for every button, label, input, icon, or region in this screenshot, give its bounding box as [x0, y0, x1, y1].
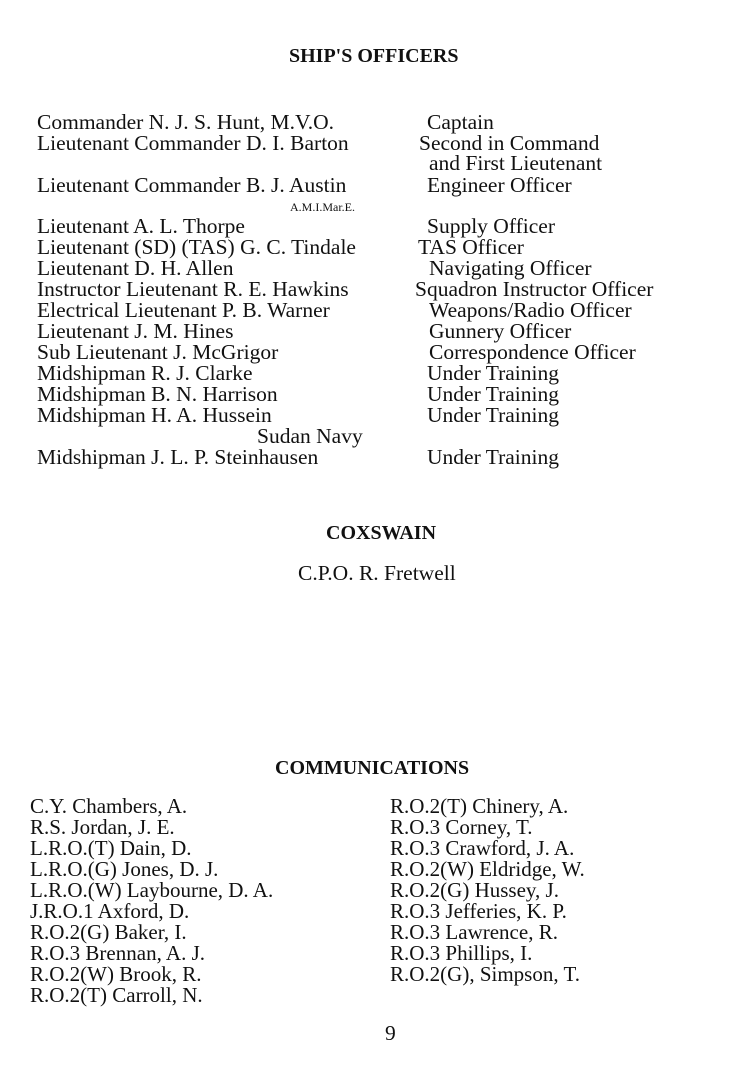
officer-name: Midshipman B. N. Harrison — [37, 382, 278, 406]
officer-role: Correspondence Officer — [429, 340, 636, 364]
officer-role: Supply Officer — [427, 214, 555, 238]
crew-member: R.O.3 Phillips, I. — [390, 941, 533, 965]
officer-role: Second in Command — [419, 131, 600, 155]
officer-name: Midshipman H. A. Hussein — [37, 403, 272, 427]
crew-member: L.R.O.(W) Laybourne, D. A. — [30, 878, 274, 902]
crew-member: R.O.2(W) Eldridge, W. — [390, 857, 585, 881]
officer-name: Instructor Lieutenant R. E. Hawkins — [37, 277, 349, 301]
officer-role-continuation: and First Lieutenant — [429, 151, 603, 175]
officer-name: Lieutenant Commander D. I. Barton — [37, 131, 349, 155]
officer-name: Sub Lieutenant J. McGrigor — [37, 340, 279, 364]
officer-name: Lieutenant J. M. Hines — [37, 319, 234, 343]
crew-member: R.O.3 Crawford, J. A. — [390, 836, 575, 860]
crew-member: R.O.2(W) Brook, R. — [30, 962, 202, 986]
officer-role: Squadron Instructor Officer — [415, 277, 654, 301]
crew-member: R.O.3 Lawrence, R. — [390, 920, 558, 944]
officer-role: Gunnery Officer — [429, 319, 572, 343]
ships-officers-heading: SHIP'S OFFICERS — [289, 45, 459, 67]
crew-member: R.O.3 Corney, T. — [390, 815, 533, 839]
officer-role: Navigating Officer — [429, 256, 592, 280]
officer-name: Lieutenant D. H. Allen — [37, 256, 234, 280]
crew-member: R.O.3 Brennan, A. J. — [30, 941, 205, 965]
crew-member: R.O.3 Jefferies, K. P. — [390, 899, 567, 923]
officer-role: Weapons/Radio Officer — [429, 298, 632, 322]
officer-role: Under Training — [427, 445, 559, 469]
communications-left-column — [30, 796, 273, 1006]
coxswain-heading: COXSWAIN — [326, 522, 437, 544]
officer-name: Midshipman R. J. Clarke — [37, 361, 253, 385]
crew-member: R.S. Jordan, J. E. — [30, 815, 175, 839]
crew-member: J.R.O.1 Axford, D. — [30, 899, 190, 923]
page-number: 9 — [385, 1021, 396, 1045]
officer-name: Lieutenant A. L. Thorpe — [37, 214, 245, 238]
officer-role: Under Training — [427, 361, 559, 385]
crew-member: R.O.2(T) Carroll, N. — [30, 983, 203, 1007]
officer-name: Commander N. J. S. Hunt, M.V.O. — [37, 110, 335, 134]
communications-heading: COMMUNICATIONS — [275, 757, 470, 779]
officer-qualification: A.M.I.Mar.E. — [290, 200, 355, 214]
officer-affiliation: Sudan Navy — [257, 424, 363, 448]
crew-member: R.O.2(G), Simpson, T. — [390, 962, 580, 986]
crew-member: R.O.2(G) Baker, I. — [30, 920, 187, 944]
officer-role: Under Training — [427, 382, 559, 406]
crew-member: R.O.2(T) Chinery, A. — [390, 794, 569, 818]
crew-member: C.Y. Chambers, A. — [30, 794, 188, 818]
officer-name: Electrical Lieutenant P. B. Warner — [37, 298, 330, 322]
officer-name: Midshipman J. L. P. Steinhausen — [37, 445, 319, 469]
officer-name: Lieutenant (SD) (TAS) G. C. Tindale — [37, 235, 356, 259]
communications-right-column — [390, 796, 585, 985]
officer-name: Lieutenant Commander B. J. Austin — [37, 173, 347, 197]
officer-role: Under Training — [427, 403, 559, 427]
coxswain-name: C.P.O. R. Fretwell — [298, 561, 456, 585]
officer-role: TAS Officer — [418, 235, 524, 259]
crew-member: L.R.O.(T) Dain, D. — [30, 836, 192, 860]
crew-member: L.R.O.(G) Jones, D. J. — [30, 857, 219, 881]
officer-role: Captain — [427, 110, 494, 134]
crew-member: R.O.2(G) Hussey, J. — [390, 878, 559, 902]
officer-role: Engineer Officer — [427, 173, 572, 197]
